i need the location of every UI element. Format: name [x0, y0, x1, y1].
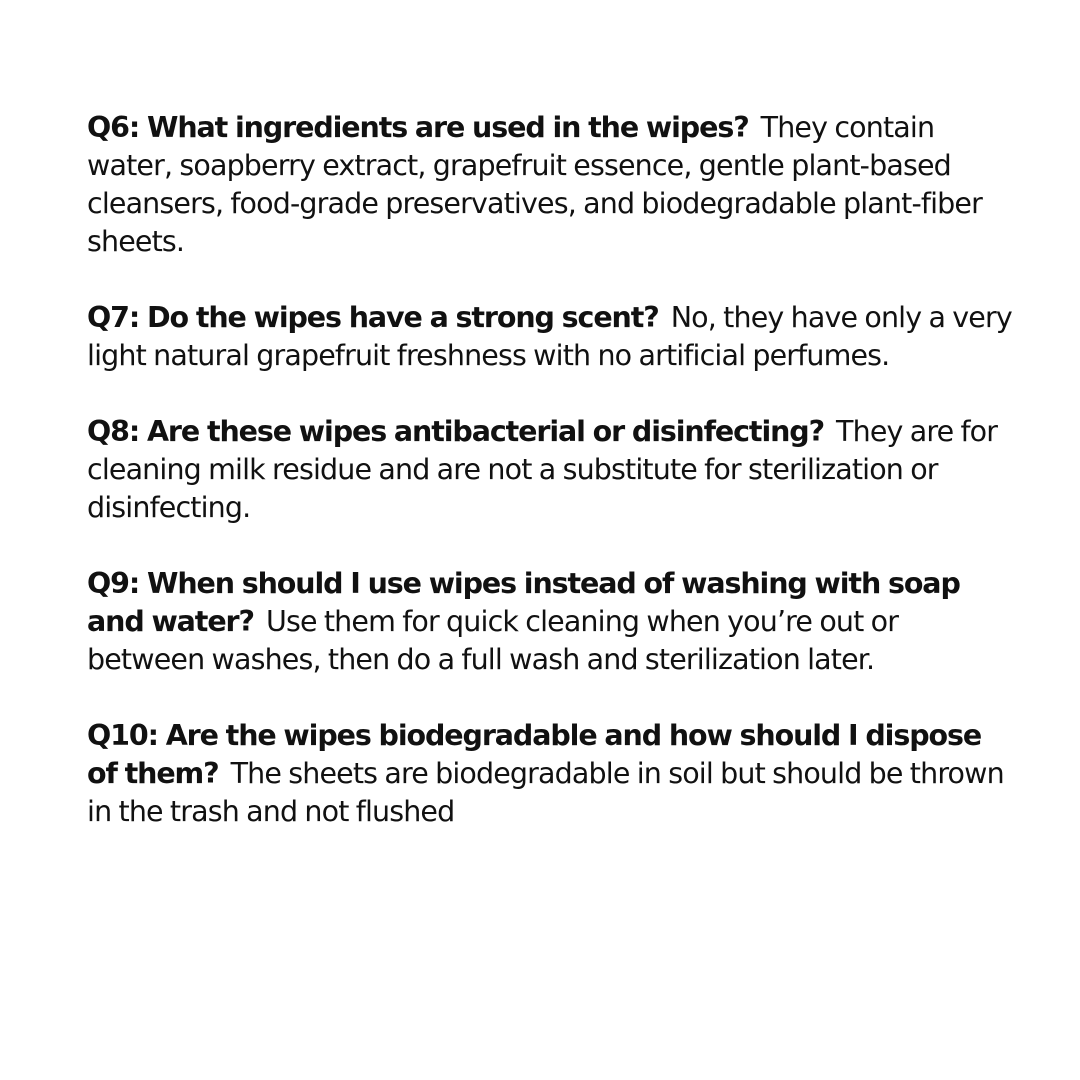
faq-answer: Use them for quick cleaning when you’re out or between washes, then do a full wash and sterilization later. [87, 605, 899, 676]
faq-item-q8 [87, 413, 1017, 527]
faq-item-q10 [87, 717, 1017, 831]
faq-answer: They are for cleaning milk residue and are not a substitute for sterilization or disinfecting. [87, 415, 998, 524]
faq-answer: No, they have only a very light natural grapefruit freshness with no artificial perfumes. [87, 301, 1012, 372]
faq-answer: The sheets are biodegradable in soil but should be thrown in the trash and not flushed [87, 757, 1004, 828]
faq-item-q9 [87, 565, 1017, 679]
faq-list [87, 109, 1017, 869]
faq-question: Q8: Are these wipes antibacterial or disinfecting? [87, 415, 825, 448]
faq-answer: They contain water, soapberry extract, grapefruit essence, gentle plant-based cleansers, food-grade preservatives, and biodegradable plant-fiber sheets. [87, 111, 982, 258]
faq-item-q7 [87, 299, 1017, 375]
faq-question: Q10: Are the wipes biodegradable and how should I dispose of them? [87, 719, 982, 790]
faq-question: Q6: What ingredients are used in the wipes? [87, 111, 749, 144]
faq-item-q6 [87, 109, 1017, 261]
faq-question: Q9: When should I use wipes instead of washing with soap and water? [87, 567, 960, 638]
faq-question: Q7: Do the wipes have a strong scent? [87, 301, 659, 334]
